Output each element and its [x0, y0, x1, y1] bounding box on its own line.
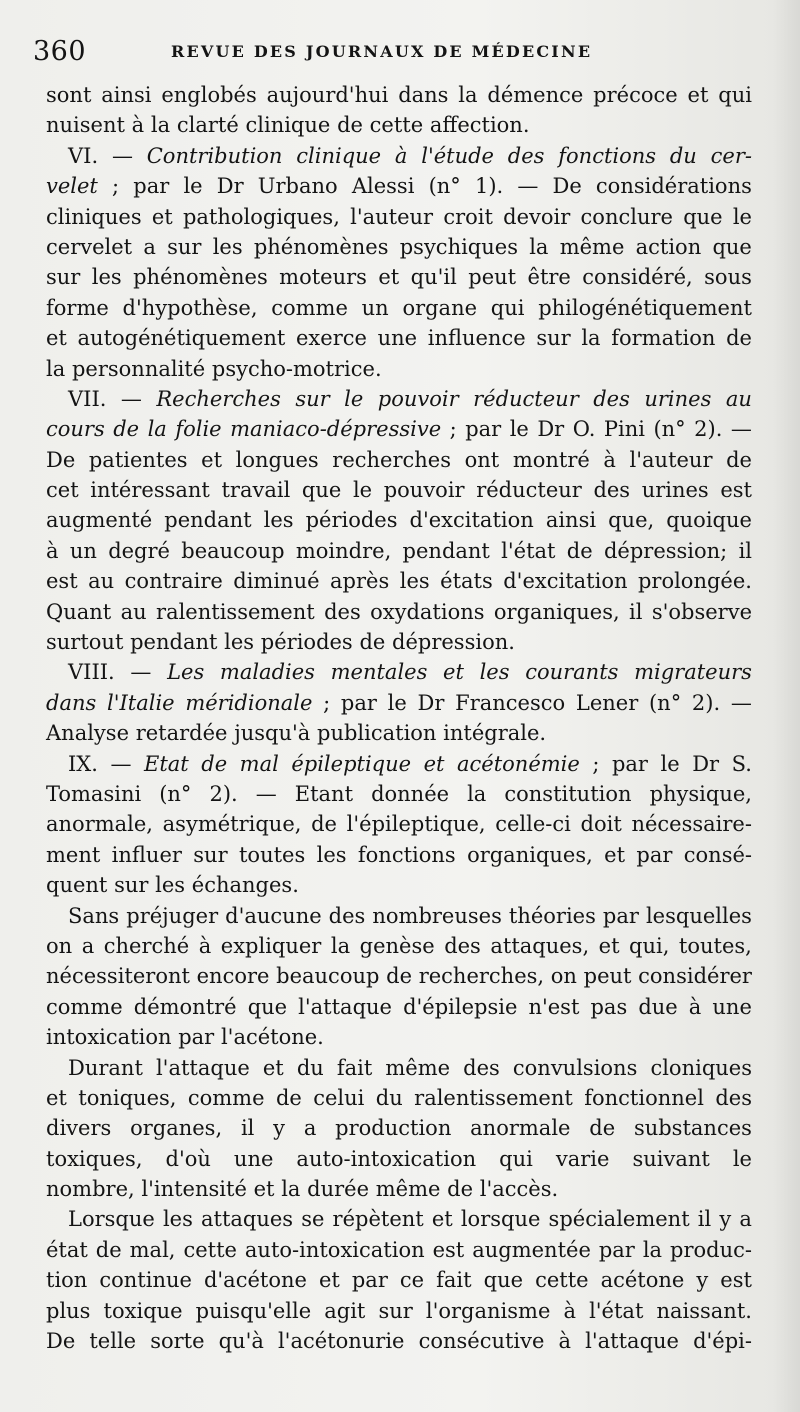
text-line: IX. — Etat de mal épileptique et acétonémie ; par le Dr S. [68, 751, 752, 776]
text-line: sur les phénomènes moteurs et qu'il peut être considéré, sous [46, 265, 752, 290]
text-line: toxiques, d'où une auto-intoxication qui varie suivant le [46, 1146, 752, 1171]
text-line: à un degré beaucoup moindre, pendant l'état de dépression; il [46, 538, 752, 563]
page-header [33, 36, 753, 76]
text-line: quent sur les échanges. [46, 873, 299, 898]
text-line: nécessiteront encore beaucoup de recherches, on peut considérer [46, 964, 752, 989]
text-line: cet intéressant travail que le pouvoir réducteur des urines est [46, 478, 752, 503]
text-line: Durant l'attaque et du fait même des convulsions cloniques [68, 1055, 752, 1080]
text-line: forme d'hypothèse, comme un organe qui philogénétiquement [46, 295, 752, 320]
text-line: nuisent à la clarté clinique de cette affection. [46, 113, 530, 138]
text-line: plus toxique puisqu'elle agit sur l'organisme à l'état naissant. [46, 1298, 752, 1323]
text-line: intoxication par l'acétone. [46, 1025, 324, 1050]
text-line: et autogénétiquement exerce une influence sur la formation de [46, 326, 752, 351]
text-line: est au contraire diminué après les états d'excitation prolongée. [46, 569, 752, 594]
page-number: 360 [33, 36, 87, 67]
text-line: ment influer sur toutes les fonctions organiques, et par consé- [46, 842, 752, 867]
text-line: cours de la folie maniaco-dépressive ; par le Dr O. Pini (n° 2). — [46, 417, 752, 442]
text-line: VIII. — Les maladies mentales et les courants migrateurs [68, 660, 752, 685]
text-line: De patientes et longues recherches ont montré à l'auteur de [46, 447, 752, 472]
text-line: nombre, l'intensité et la durée même de l'accès. [46, 1177, 559, 1202]
text-line: Lorsque les attaques se répètent et lorsque spécialement il y a [68, 1207, 752, 1232]
text-line: comme démontré que l'attaque d'épilepsie n'est pas due à une [46, 994, 752, 1019]
text-line: Tomasini (n° 2). — Etant donnée la constitution physique, [46, 781, 752, 806]
text-line: velet ; par le Dr Urbano Alessi (n° 1). — De considérations [46, 174, 752, 199]
text-line: sont ainsi englobés aujourd'hui dans la démence précoce et qui [46, 83, 752, 107]
page-edge-shadow [772, 0, 800, 1412]
text-line: surtout pendant les périodes de dépression. [46, 630, 515, 655]
text-line: De telle sorte qu'à l'acétonurie consécutive à l'attaque d'épi- [46, 1329, 752, 1354]
text-line: tion continue d'acétone et par ce fait que cette acétone y est [46, 1268, 752, 1293]
text-line: dans l'Italie méridionale ; par le Dr Francesco Lener (n° 2). — [46, 690, 752, 715]
text-line: et toniques, comme de celui du ralentissement fonctionnel des [46, 1085, 752, 1110]
text-line: VI. — Contribution clinique à l'étude des fonctions du cer- [68, 143, 752, 168]
text-line: Sans préjuger d'aucune des nombreuses théories par lesquelles [68, 903, 752, 928]
text-line: on a cherché à expliquer la genèse des attaques, et qui, toutes, [46, 933, 752, 958]
text-line: VII. — Recherches sur le pouvoir réducteur des urines au [68, 386, 752, 411]
text-line: cliniques et pathologiques, l'auteur croit devoir conclure que le [46, 204, 752, 229]
text-line: la personnalité psycho-motrice. [46, 356, 382, 381]
text-line: Analyse retardée jusqu'à publication intégrale. [46, 721, 547, 746]
running-title: REVUE DES JOURNAUX DE MÉDECINE [171, 42, 593, 61]
text-line: état de mal, cette auto-intoxication est augmentée par la produc- [46, 1237, 752, 1262]
text-line: divers organes, il y a production anormale de substances [46, 1116, 752, 1141]
text-line: anormale, asymétrique, de l'épileptique, celle-ci doit nécessaire- [46, 812, 752, 837]
text-line: augmenté pendant les périodes d'excitation ainsi que, quoique [46, 508, 752, 533]
article-text [46, 80, 752, 1356]
text-line: cervelet a sur les phénomènes psychiques la même action que [46, 234, 752, 259]
text-line: Quant au ralentissement des oxydations organiques, il s'observe [46, 599, 752, 624]
